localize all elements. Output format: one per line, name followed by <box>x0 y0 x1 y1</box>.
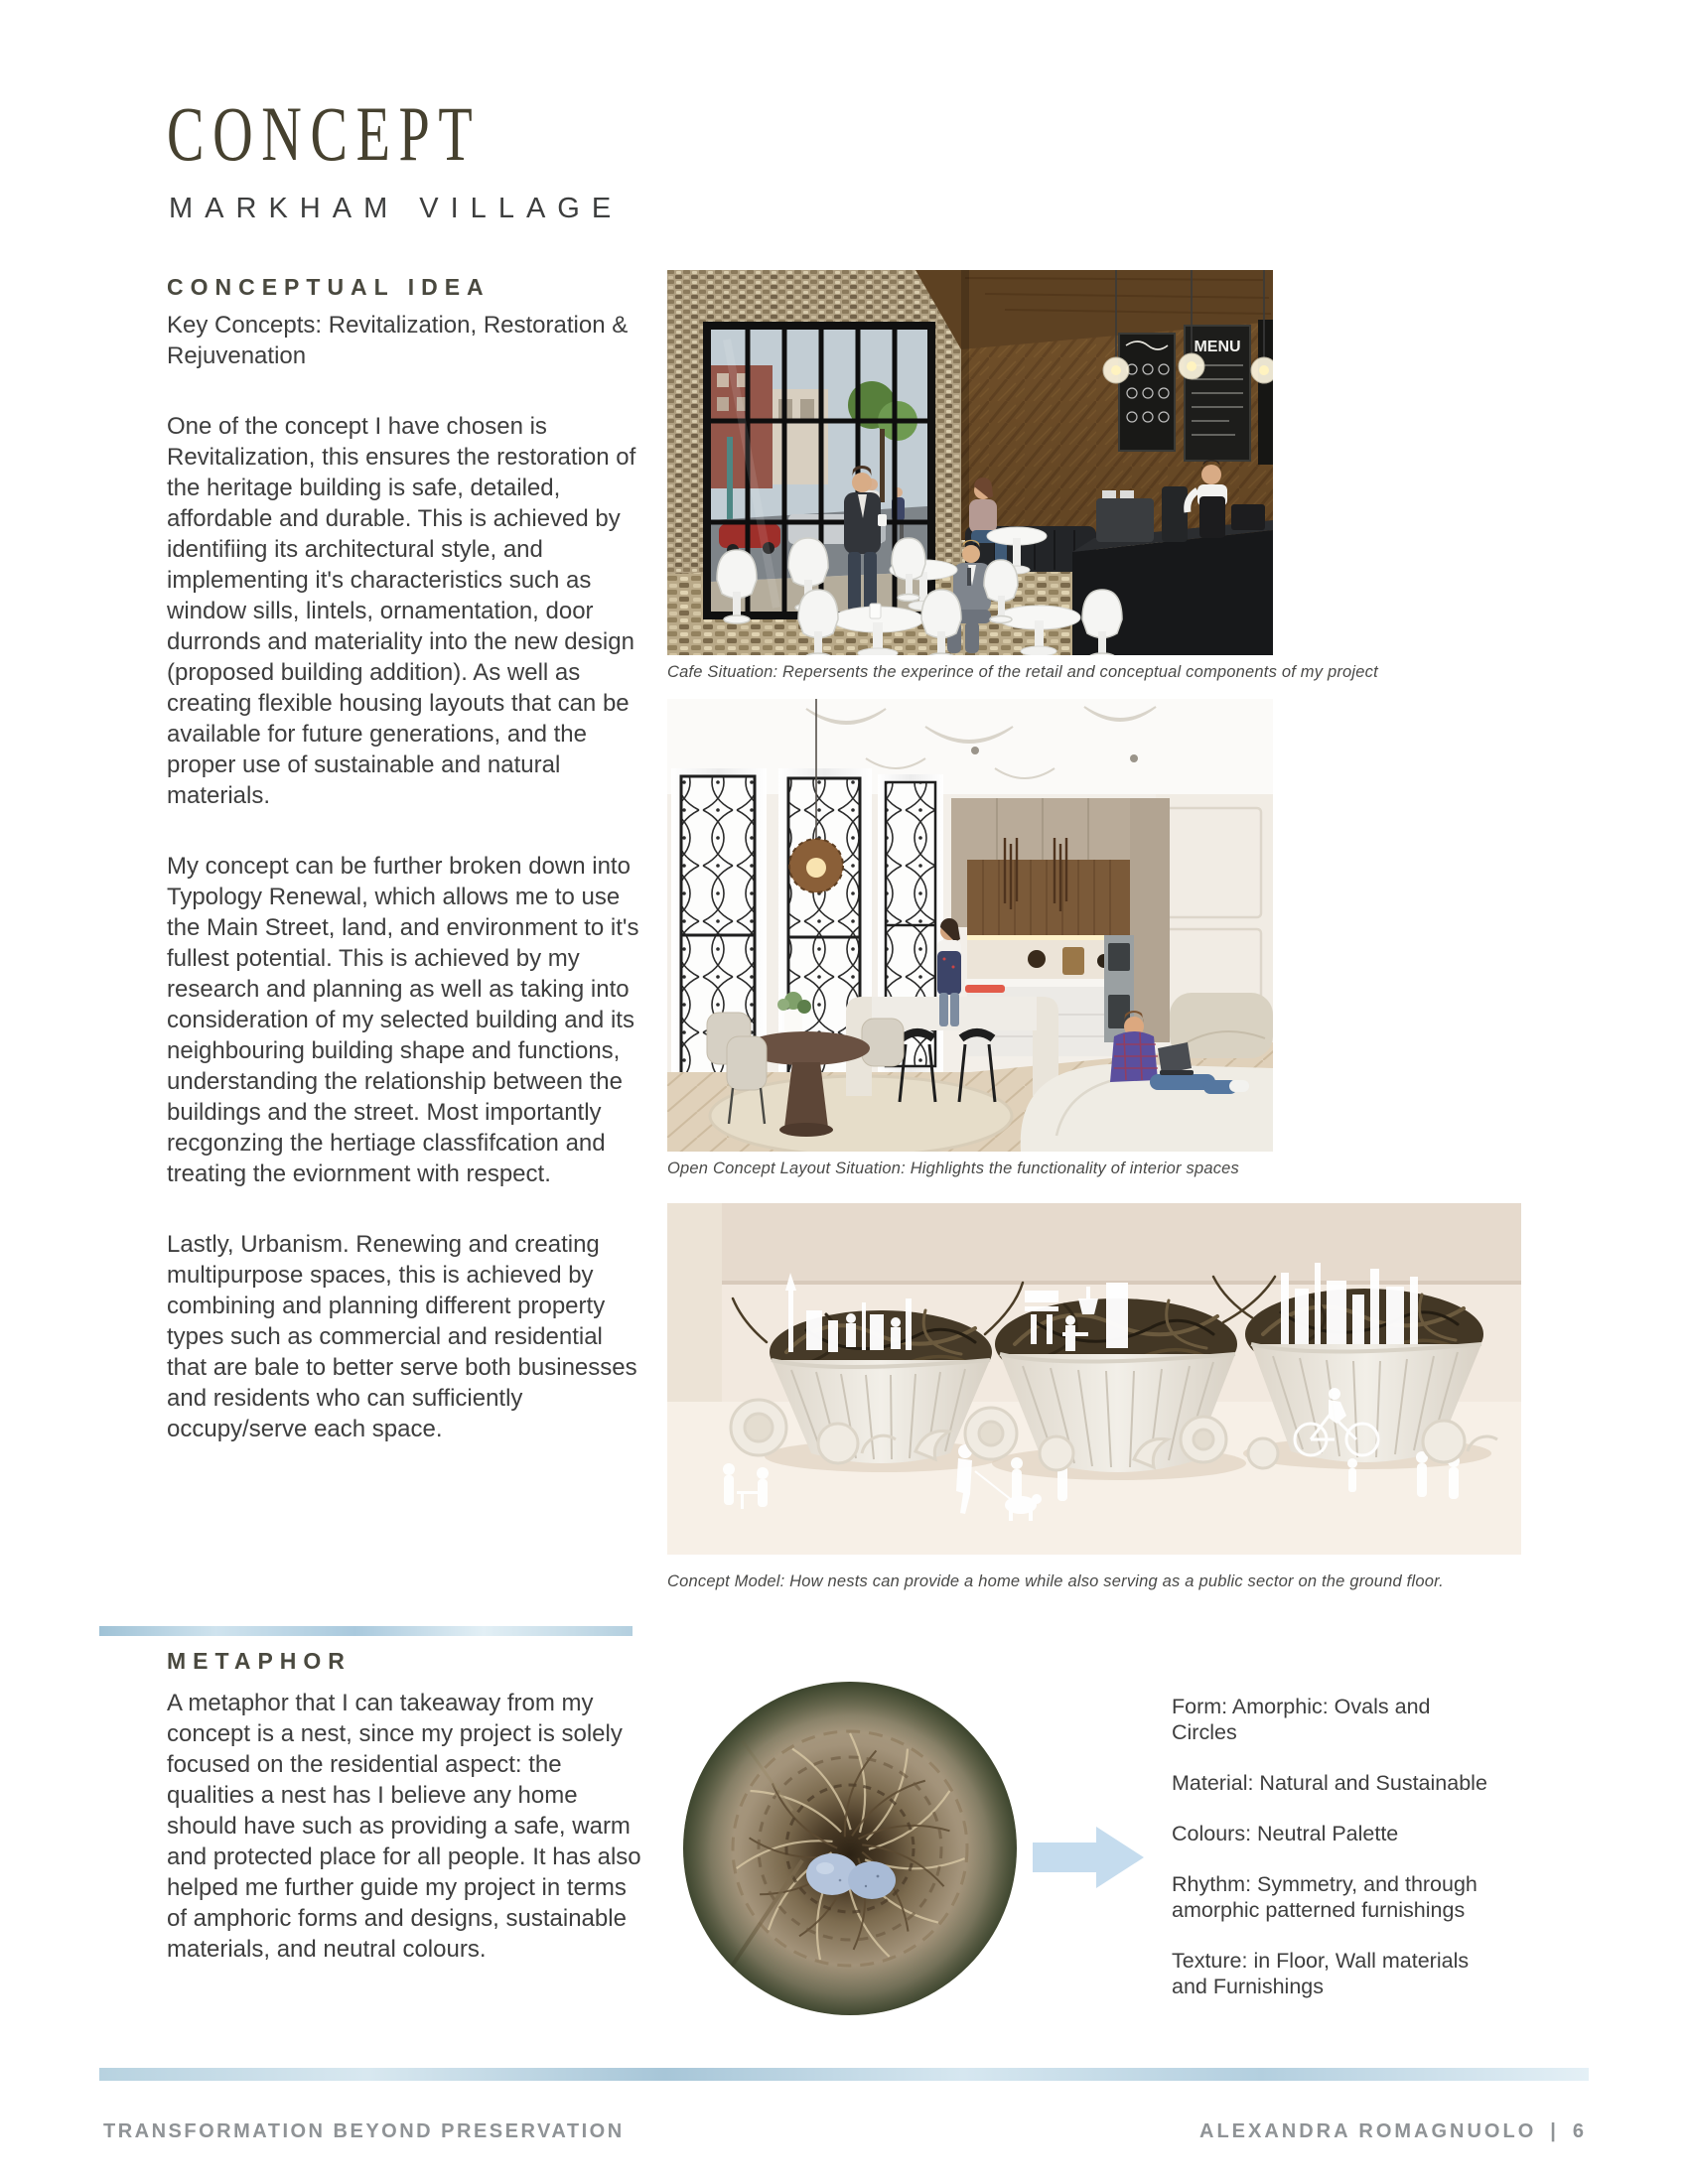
footer-separator: | <box>1550 2120 1559 2142</box>
attribute-item: Texture: in Floor, Wall materials and Furnishings <box>1172 1949 1470 1998</box>
page-title: CONCEPT <box>167 90 482 177</box>
footer-page-number: 6 <box>1572 2120 1587 2142</box>
concept-paragraph: My concept can be further broken down into Typology Renewal, which allows me to use the Main Street, land, and environment to it's fullest potential. This is achieved by my research and planning as well as taking into consideration of my selected building and its neighbouring building shape and functions, understanding the relationship between the buildings and the street. Most importantly recgonzing the hertiage classfifcation and treating the eviornment with respect. <box>167 853 639 1187</box>
attribute-item: Form: Amorphic: Ovals and Circles <box>1172 1695 1431 1744</box>
section-divider-bar <box>99 1626 633 1636</box>
metaphor-attribute-list <box>1172 1694 1499 1999</box>
footer-divider-bar <box>99 2068 1589 2081</box>
nest-photo <box>683 1682 1017 2015</box>
right-arrow-icon <box>1033 1827 1144 1888</box>
footer-author-name: ALEXANDRA ROMAGNUOLO <box>1199 2120 1537 2142</box>
attribute-item: Material: Natural and Sustainable <box>1172 1771 1487 1795</box>
concept-paragraph: One of the concept I have chosen is Revitalization, this ensures the restoration of the heritage building is safe, detailed, affordable and durable. This is achieved by identifiing its architectural style, and implementing it's characteristics such as window sills, lintels, ornamentation, door durronds and materiality into the new design (proposed building addition). As well as creating flexible housing layouts that can be available for future generations, and the proper use of sustainable and natural materials. <box>167 413 636 809</box>
open-concept-rendering-image <box>667 699 1273 1152</box>
metaphor-heading: METAPHOR <box>167 1648 352 1674</box>
figure-caption: Concept Model: How nests can provide a home while also serving as a public sector on the ground floor. <box>667 1572 1444 1590</box>
metaphor-text: A metaphor that I can takeaway from my concept is a nest, since my project is solely focused on the residential aspect: the qualities a nest has I believe any home should have such as providing a safe, warm and protected place for all people. It has also helped me further guide my project in terms of amphoric forms and designs, sustainable materials, and neutral colours. <box>167 1690 641 1963</box>
footer-project-title: TRANSFORMATION BEYOND PRESERVATION <box>103 2120 625 2142</box>
concept-paragraph: Lastly, Urbanism. Renewing and creating multipurpose spaces, this is achieved by combining and planning different property types such as commercial and residential that are bale to better serve both businesses and residents who can sufficiently occupy/serve each space. <box>167 1231 637 1442</box>
conceptual-idea-heading: CONCEPTUAL IDEA <box>167 274 491 300</box>
concept-model-image <box>667 1203 1521 1555</box>
figure-caption: Cafe Situation: Repersents the experince of the retail and conceptual components of my project <box>667 663 1378 681</box>
footer-author-and-page <box>1199 2120 1587 2143</box>
page-subtitle: MARKHAM VILLAGE <box>169 193 624 224</box>
attribute-item: Rhythm: Symmetry, and through amorphic patterned furnishings <box>1172 1872 1477 1922</box>
cafe-rendering-art <box>667 270 1273 655</box>
nest-photo-detail <box>683 1682 1017 2015</box>
conceptual-idea-text <box>167 310 645 1484</box>
cafe-menu-boards <box>1119 320 1273 465</box>
concept-model-art <box>667 1203 1521 1555</box>
open-concept-art <box>667 699 1273 1152</box>
key-concepts-line: Key Concepts: Revitalization, Restoration & Rejuvenation <box>167 312 629 369</box>
figure-caption: Open Concept Layout Situation: Highlights the functionality of interior spaces <box>667 1160 1240 1177</box>
cafe-menu-board-title: MENU <box>1194 339 1241 355</box>
cafe-rendering-image <box>667 270 1273 655</box>
attribute-item: Colours: Neutral Palette <box>1172 1822 1399 1845</box>
